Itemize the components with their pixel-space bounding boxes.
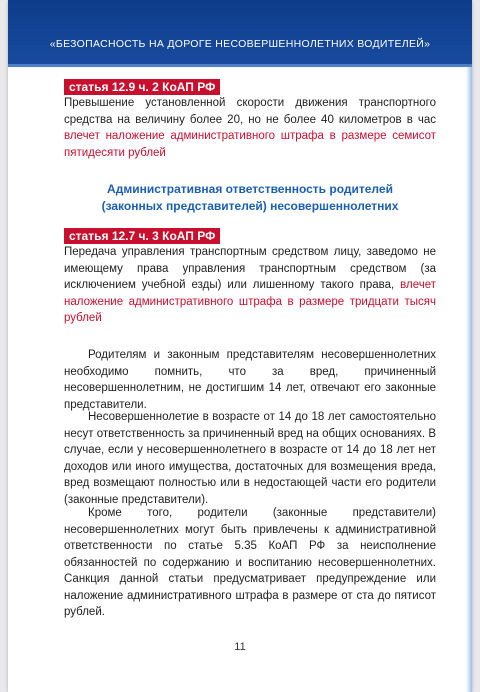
section-heading — [64, 181, 436, 215]
article-tag-12-9: статья 12.9 ч. 2 КоАП РФ — [64, 79, 220, 95]
paragraph-3: Кроме того, родители (законные представители) несовершеннолетних могут быть привлечены к административной ответственности по статье 5.35 КоАП РФ за неисполнение обязанностей по содержанию и воспитанию несовершеннолетних. Санкция данной статьи предусматривает предупреждение или наложение административного штрафа в размере от ста до пятисот рублей. — [64, 507, 436, 618]
article-12-9-penalty: влечет наложение административного штрафа в размере семисот пятидесяти рублей — [64, 130, 436, 159]
article-12-9-text — [64, 95, 436, 161]
side-decoration-strip — [466, 67, 472, 692]
article-12-7-penalty: влечет наложение административного штрафа в размере тридцати тысяч рублей — [64, 279, 436, 324]
header-bar — [8, 0, 472, 67]
paragraph-1: Родителям и законным представителям несовершеннолетних необходимо помнить, что за вред, причиненный несовершеннолетним, не достигшим 14 лет, отвечают его законные представители. — [64, 349, 436, 411]
article-12-9-body: Превышение установленной скорости движения транспортного средства на величину более 20, но не более 40 километров в час — [64, 97, 436, 126]
header-title: «БЕЗОПАСНОСТЬ НА ДОРОГЕ НЕСОВЕРШЕННОЛЕТНИХ ВОДИТЕЛЕЙ» — [49, 38, 431, 50]
section-heading-line1: Административная ответственность родителей — [107, 182, 393, 196]
article-tag-12-7: статья 12.7 ч. 3 КоАП РФ — [64, 228, 220, 244]
section-heading-line2: (законных представителей) несовершеннолетних — [101, 199, 399, 213]
page-number: 11 — [234, 641, 246, 653]
article-12-7-body: Передача управления транспортным средством лицу, заведомо не имеющему права управления транспортным средством (за исключением учебной езды) или лишенному такого права, — [64, 246, 436, 291]
paragraph-2: Несовершеннолетие в возрасте от 14 до 18 лет самостоятельно несут ответственность за причиненный вред на общих основаниях. В случае, если у несовершеннолетнего в возрасте от 14 до 18 лет нет доходов или иного имущества, достаточных для возмещения вреда, вред возмещают полностью или в недостающей части его родители (законные представители). — [64, 411, 436, 506]
article-12-7-text — [64, 244, 436, 327]
brochure-page — [8, 0, 472, 692]
